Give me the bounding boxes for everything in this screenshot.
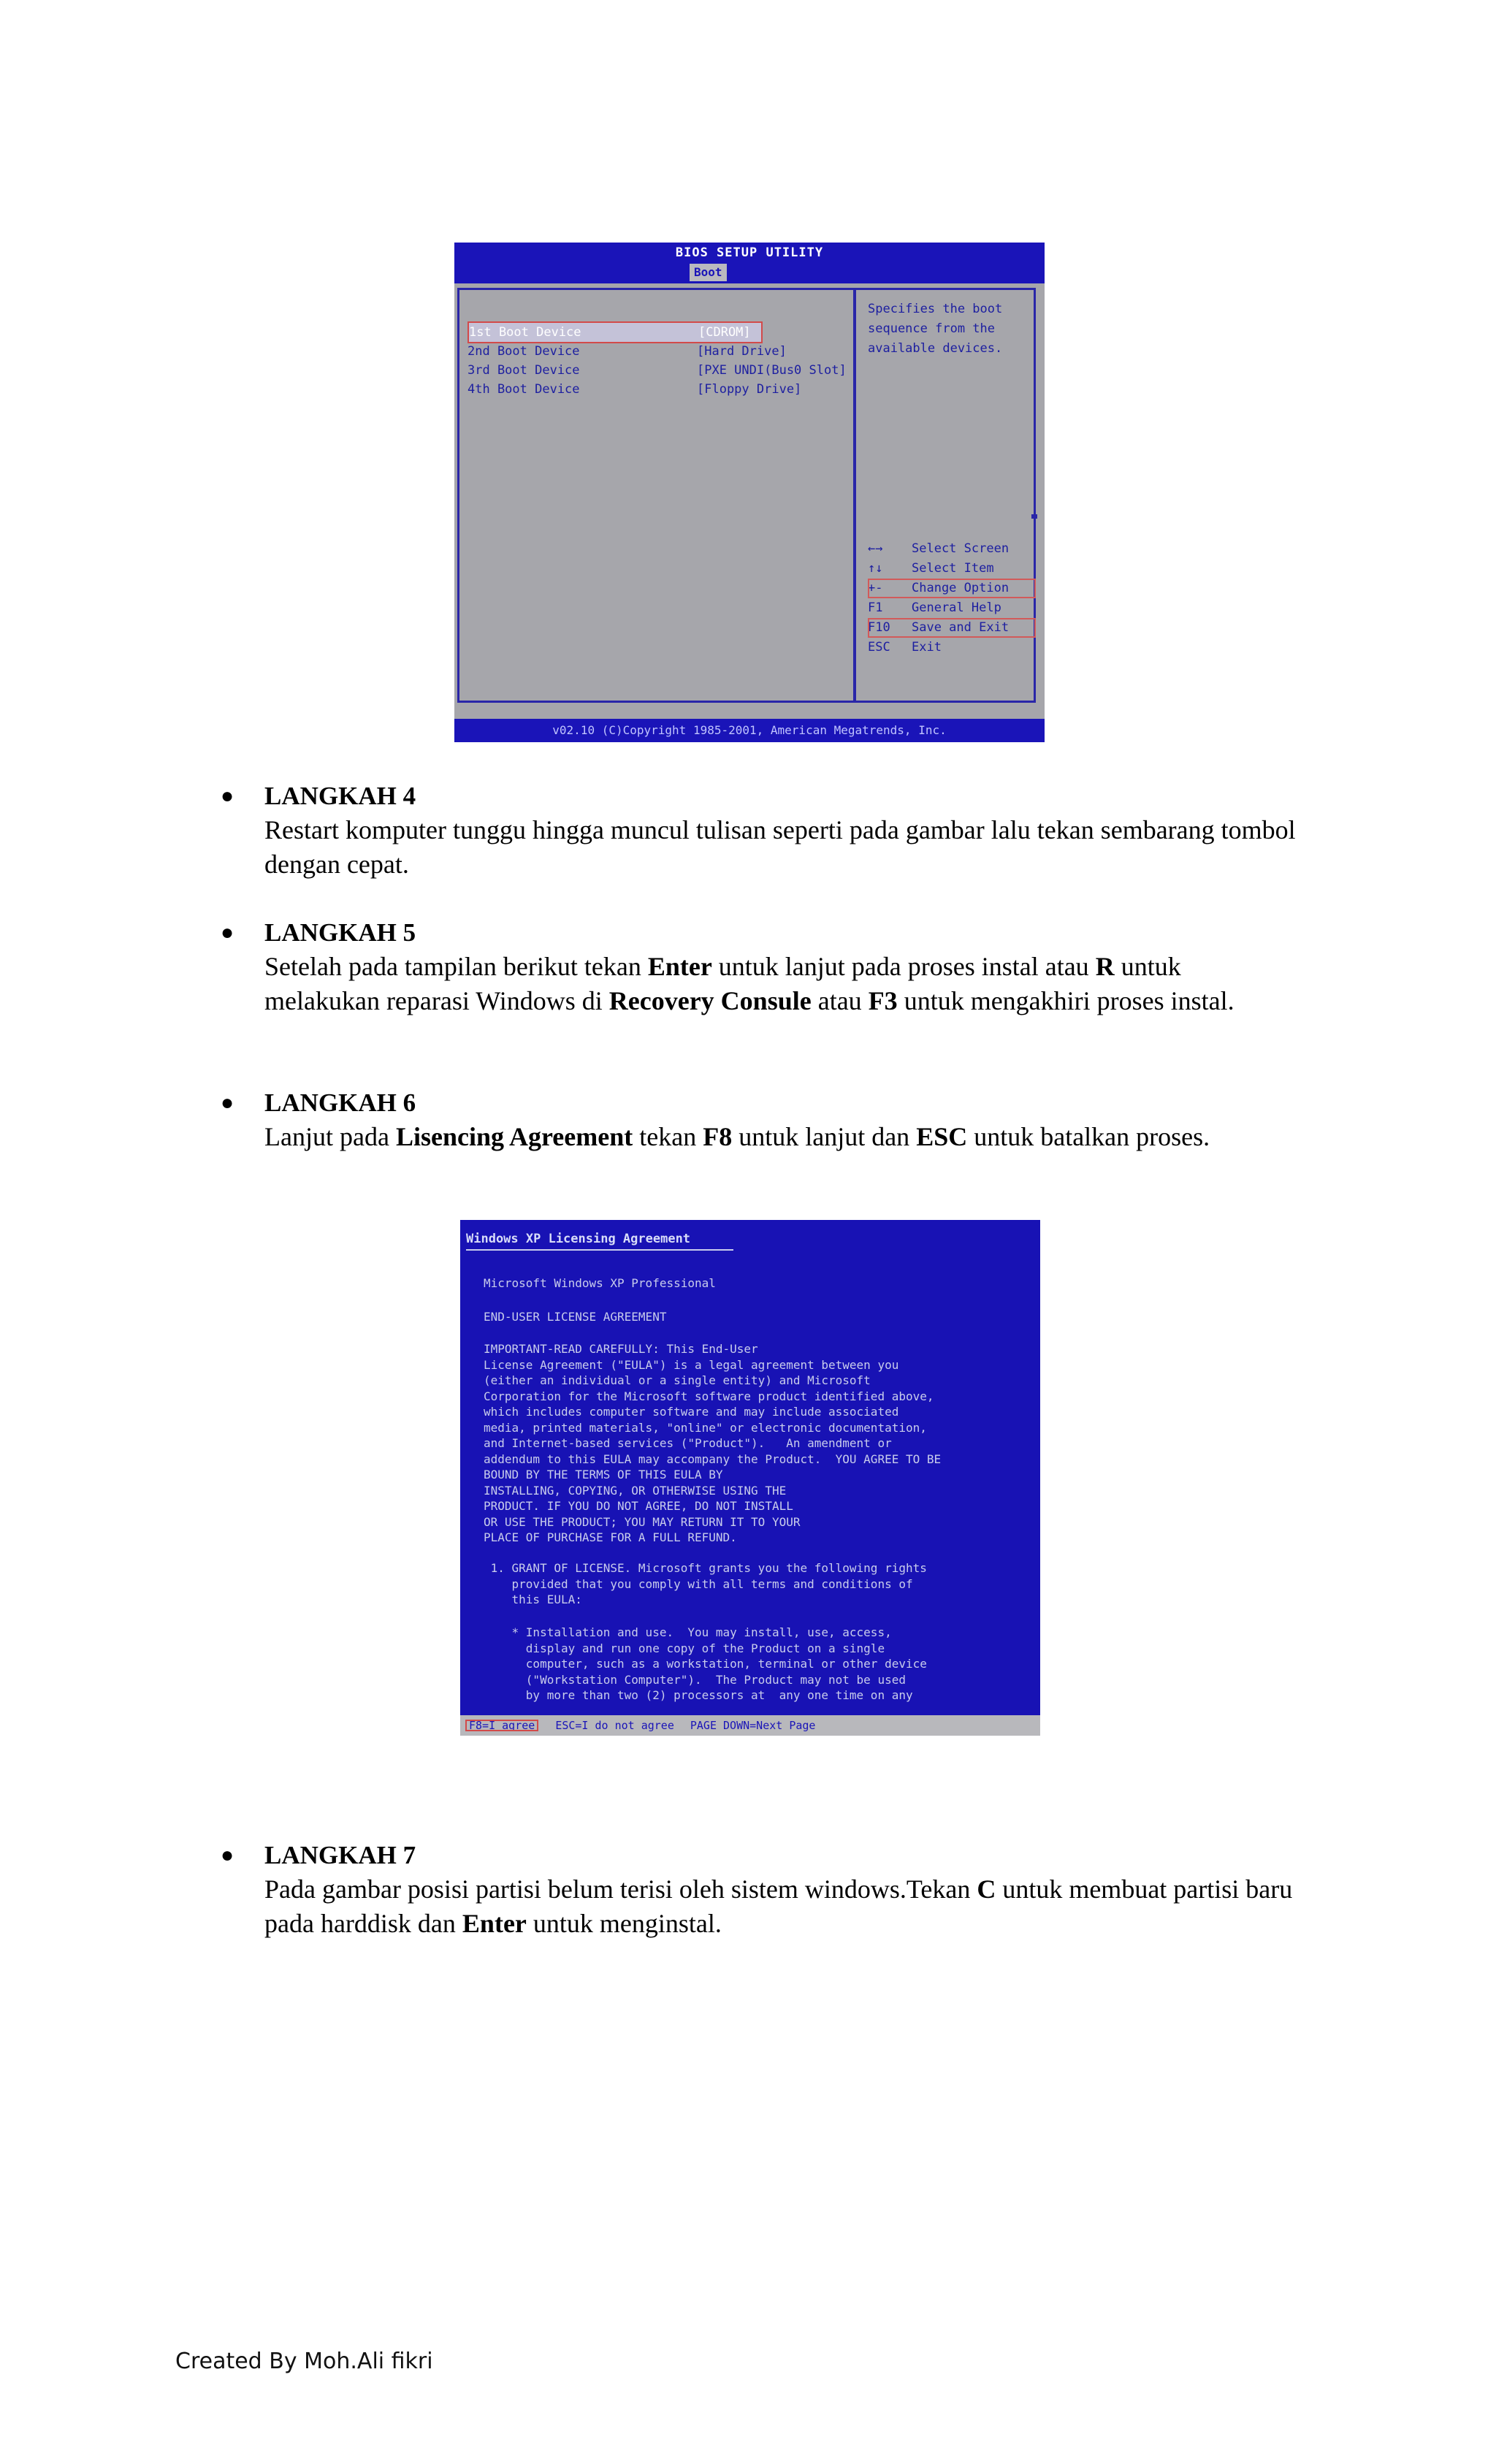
body-text: untuk membuat partisi baru pada harddisk dan bbox=[264, 1874, 1293, 1938]
step-heading: LANGKAH 4 bbox=[264, 782, 416, 810]
body-text: Pada gambar posisi partisi belum terisi oleh sistem windows.Tekan bbox=[264, 1874, 977, 1904]
eula-screenshot bbox=[460, 1220, 1040, 1736]
key-name: +- bbox=[868, 581, 883, 595]
key-desc: Change Option bbox=[912, 581, 1010, 595]
eula-paragraph: 1. GRANT OF LICENSE. Microsoft grants you the following rights provided that you comply with all terms and conditions of this EULA: bbox=[490, 1561, 927, 1606]
key-name: F1 bbox=[868, 600, 883, 615]
boot-device-row bbox=[468, 321, 763, 343]
body-text: untuk lanjut dan bbox=[732, 1122, 917, 1151]
key-desc: Select Item bbox=[912, 561, 994, 576]
key-desc: Save and Exit bbox=[912, 620, 1010, 635]
boot-device-row bbox=[468, 361, 847, 380]
key-legend-item bbox=[868, 559, 1036, 579]
step-body bbox=[264, 813, 1302, 882]
key-name: F10 bbox=[868, 620, 890, 635]
emphasis-text: Recovery Consule bbox=[608, 986, 812, 1015]
body-text: Restart komputer tunggu hingga muncul tulisan seperti pada gambar lalu tekan sembarang tombol dengan cepat. bbox=[264, 815, 1296, 879]
step-body bbox=[264, 1120, 1302, 1154]
eula-heading: END-USER LICENSE AGREEMENT bbox=[484, 1310, 667, 1324]
agree-key-hint: F8=I agree bbox=[465, 1719, 539, 1732]
eula-key-bar bbox=[460, 1715, 1040, 1736]
bios-help-text: Specifies the boot sequence from the available devices. bbox=[868, 302, 1003, 356]
bios-scroll-indicator bbox=[1031, 514, 1037, 519]
bullet-icon: ● bbox=[221, 1843, 234, 1867]
bios-key-legend bbox=[868, 539, 1036, 657]
body-text: Setelah pada tampilan berikut tekan bbox=[264, 952, 648, 981]
boot-device-label: 1st Boot Device bbox=[469, 325, 581, 340]
boot-device-value: [PXE UNDI(Bus0 Slot] bbox=[697, 363, 847, 378]
boot-device-label: 3rd Boot Device bbox=[468, 363, 580, 378]
bios-screenshot bbox=[454, 243, 1045, 742]
step-heading: LANGKAH 7 bbox=[264, 1841, 416, 1869]
key-legend-item bbox=[868, 539, 1036, 559]
emphasis-text: Enter bbox=[462, 1909, 527, 1938]
body-text: untuk lanjut pada proses instal atau bbox=[711, 952, 1096, 981]
key-name: ESC bbox=[868, 640, 890, 655]
eula-title: Windows XP Licensing Agreement bbox=[466, 1232, 691, 1246]
footer-credit: Created By Moh.Ali fikri bbox=[175, 2349, 433, 2374]
body-text: Lanjut pada bbox=[264, 1122, 396, 1151]
body-text: untuk mengakhiri proses instal. bbox=[897, 986, 1234, 1015]
eula-product: Microsoft Windows XP Professional bbox=[484, 1276, 716, 1290]
key-legend-item bbox=[868, 579, 1036, 598]
emphasis-text: F8 bbox=[703, 1122, 733, 1151]
emphasis-text: F3 bbox=[868, 986, 898, 1015]
bios-copyright: v02.10 (C)Copyright 1985-2001, American Megatrends, Inc. bbox=[454, 719, 1045, 742]
boot-device-label: 4th Boot Device bbox=[468, 382, 580, 397]
body-text: untuk batalkan proses. bbox=[967, 1122, 1210, 1151]
boot-device-value: [CDROM] bbox=[698, 325, 751, 340]
key-legend-item bbox=[868, 618, 1036, 638]
eula-paragraph: IMPORTANT-READ CAREFULLY: This End-User License Agreement ("EULA") is a legal agreement between you (either an individual or a single entity) and Microsoft Corporation for the Microsoft software product identified above, which includes computer software and may include associated media, printed materials, "online" or electronic documentation, and Internet-based services ("Product"). An amendment or addendum to this EULA may accompany the Product. YOU AGREE TO BE BOUND BY THE TERMS OF THIS EULA BY INSTALLING, COPYING, OR OTHERWISE USING THE PRODUCT. IF YOU DO NOT AGREE, DO NOT INSTALL OR USE THE PRODUCT; YOU MAY RETURN IT TO YOUR PLACE OF PURCHASE FOR A FULL REFUND. bbox=[484, 1342, 942, 1544]
body-text: untuk menginstal. bbox=[526, 1909, 722, 1938]
step-heading: LANGKAH 5 bbox=[264, 918, 416, 947]
emphasis-text: ESC bbox=[916, 1122, 968, 1151]
eula-paragraph: * Installation and use. You may install, use, access, display and run one copy of the Product on a single computer, such as a workstation, terminal or other device ("Workstation Computer"). The Product may not be used by more than two (2) processors at any one time on any bbox=[511, 1625, 927, 1702]
key-desc: Select Screen bbox=[912, 541, 1010, 556]
bios-divider bbox=[853, 288, 856, 703]
emphasis-text: C bbox=[977, 1874, 996, 1904]
body-text: tekan bbox=[633, 1122, 703, 1151]
step-heading: LANGKAH 6 bbox=[264, 1088, 416, 1117]
bios-title: BIOS SETUP UTILITY bbox=[675, 245, 824, 260]
key-name: ↑↓ bbox=[868, 561, 883, 576]
bullet-icon: ● bbox=[221, 920, 234, 945]
step-body bbox=[264, 1872, 1302, 1941]
bullet-icon: ● bbox=[221, 784, 234, 808]
emphasis-text: R bbox=[1095, 952, 1115, 981]
boot-device-row bbox=[468, 342, 787, 361]
key-desc: Exit bbox=[912, 640, 942, 655]
step-body bbox=[264, 950, 1302, 1018]
boot-device-value: [Floppy Drive] bbox=[697, 382, 802, 397]
next-page-key-hint: PAGE DOWN=Next Page bbox=[690, 1719, 816, 1732]
bullet-icon: ● bbox=[221, 1091, 234, 1115]
key-desc: General Help bbox=[912, 600, 1001, 615]
emphasis-text: Lisencing Agreement bbox=[395, 1122, 633, 1151]
body-text: atau bbox=[811, 986, 869, 1015]
boot-device-value: [Hard Drive] bbox=[697, 344, 787, 359]
boot-device-row bbox=[468, 380, 801, 399]
disagree-key-hint: ESC=I do not agree bbox=[555, 1719, 674, 1732]
body-text: untuk melakukan reparasi Windows di bbox=[264, 952, 1181, 1015]
key-legend-item bbox=[868, 598, 1036, 618]
key-legend-item bbox=[868, 638, 1036, 657]
key-name: ←→ bbox=[868, 541, 883, 556]
emphasis-text: Enter bbox=[647, 952, 712, 981]
bios-tab-boot: Boot bbox=[690, 264, 727, 281]
boot-device-label: 2nd Boot Device bbox=[468, 344, 580, 359]
eula-title-underline bbox=[466, 1249, 733, 1251]
